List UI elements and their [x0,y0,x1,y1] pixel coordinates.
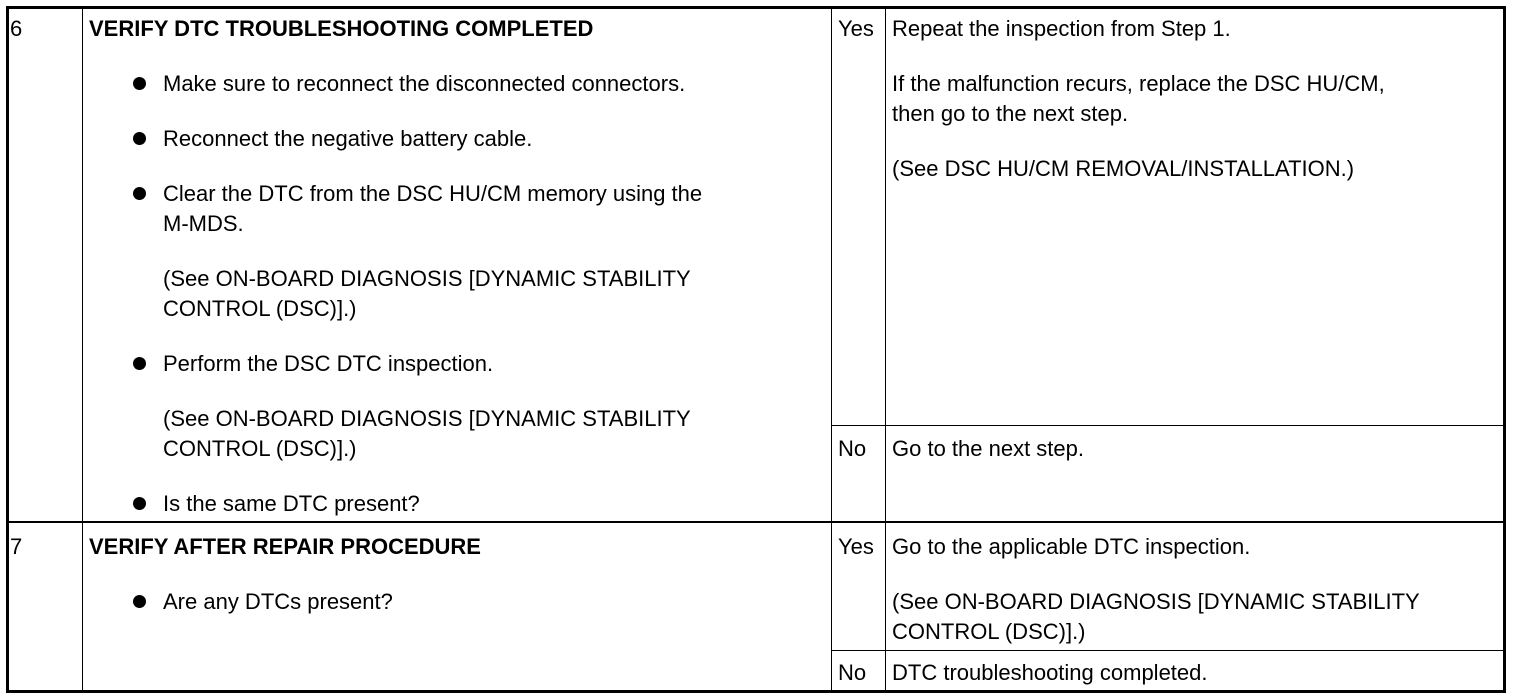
action-text: DTC troubleshooting completed. [892,660,1208,685]
border-left [6,6,9,693]
answer-no: No [838,660,867,685]
answer-no: No [838,436,867,461]
border-right [1503,6,1506,693]
answer-yes: Yes [838,534,874,559]
answer-yes: Yes [838,16,874,41]
action-text: If the malfunction recurs, replace the DSC HU/CM, [892,71,1385,96]
border-bottom [6,690,1506,693]
reference-note: (See ON-BOARD DIAGNOSIS [DYNAMIC STABILITY [892,589,1420,614]
step-title: VERIFY AFTER REPAIR PROCEDURE [89,534,481,559]
bullet-icon [133,497,146,510]
bullet-icon [133,595,146,608]
row-divider [6,521,1506,523]
bullet-icon [133,357,146,370]
reference-note: (See ON-BOARD DIAGNOSIS [DYNAMIC STABILITY [163,266,691,291]
step-number: 7 [10,534,23,559]
result-divider-row6 [831,425,1506,426]
step-title: VERIFY DTC TROUBLESHOOTING COMPLETED [89,16,594,41]
bullet-text: Reconnect the negative battery cable. [163,126,533,151]
bullet-text: Are any DTCs present? [163,589,393,614]
bullet-icon [133,132,146,145]
bullet-text: Perform the DSC DTC inspection. [163,351,494,376]
step-number: 6 [10,16,23,41]
bullet-text: M-MDS. [163,211,244,236]
bullet-icon [133,77,146,90]
reference-note: CONTROL (DSC)].) [163,436,357,461]
action-text: Go to the applicable DTC inspection. [892,534,1251,559]
bullet-text: Clear the DTC from the DSC HU/CM memory using the [163,181,703,206]
column-divider-step [82,6,83,693]
reference-note: CONTROL (DSC)].) [163,296,357,321]
column-divider-answer [831,6,832,693]
result-divider-row7 [831,650,1506,651]
action-text: then go to the next step. [892,101,1129,126]
bullet-icon [133,187,146,200]
bullet-text: Make sure to reconnect the disconnected connectors. [163,71,686,96]
reference-note: (See ON-BOARD DIAGNOSIS [DYNAMIC STABILITY [163,406,691,431]
column-divider-action [885,6,886,693]
reference-note: CONTROL (DSC)].) [892,619,1086,644]
bullet-text: Is the same DTC present? [163,491,420,516]
reference-note: (See DSC HU/CM REMOVAL/INSTALLATION.) [892,156,1355,181]
action-text: Repeat the inspection from Step 1. [892,16,1231,41]
border-top [6,6,1506,9]
action-text: Go to the next step. [892,436,1085,461]
